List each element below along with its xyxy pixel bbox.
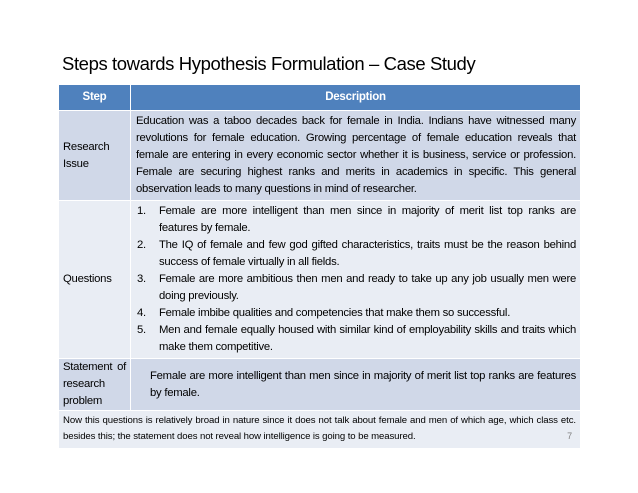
table-row-research-issue xyxy=(59,111,581,201)
list-item-text: Men and female equally housed with similar kind of employability skills and traits which make them competitive. xyxy=(159,324,576,353)
list-item-number: 5. xyxy=(137,324,146,336)
research-issue-description: Education was a taboo decades back for female in India. Indians have witnessed many revolutions for female education. Growing percentage of female education reveals that female are entering in every economic sector whether it is business, service or profession. Female are securing highest ranks and merits in academics in specific. This general observation leads to many questions in mind of researcher. xyxy=(131,111,581,201)
slide-title: Steps towards Hypothesis Formulation – Case Study xyxy=(62,53,476,74)
list-item-text: Female are more ambitious then men and ready to take up any job usually men were doing previously. xyxy=(159,273,576,302)
case-study-table xyxy=(58,84,581,449)
list-item xyxy=(136,305,576,322)
list-item xyxy=(136,322,576,356)
research-issue-step: Research Issue xyxy=(59,111,131,201)
list-item-number: 4. xyxy=(137,307,146,319)
list-item-number: 1. xyxy=(137,205,146,217)
page-number: 7 xyxy=(567,431,572,441)
note-cell xyxy=(59,411,581,449)
list-item-text: Female imbibe qualities and competencies that make them so successful. xyxy=(159,307,511,319)
questions-list xyxy=(136,203,576,356)
list-item-number: 3. xyxy=(137,273,146,285)
list-item xyxy=(136,271,576,305)
header-step: Step xyxy=(59,85,131,111)
statement-step: Statement of research problem xyxy=(59,359,131,411)
list-item xyxy=(136,237,576,271)
table-row-note xyxy=(59,411,581,449)
table-row-questions xyxy=(59,201,581,359)
statement-description: Female are more intelligent than men since in majority of merit list top ranks are features by female. xyxy=(131,359,581,411)
table-header-row xyxy=(59,85,581,111)
questions-description xyxy=(131,201,581,359)
note-text: Now this questions is relatively broad in nature since it does not talk about female and men of which age, which class etc. besides this; the statement does not reveal how intelligence is going to be measured. xyxy=(63,415,576,442)
list-item xyxy=(136,203,576,237)
questions-step: Questions xyxy=(59,201,131,359)
list-item-text: The IQ of female and few god gifted characteristics, traits must be the reason behind success of female virtually in all fields. xyxy=(159,239,576,268)
list-item-text: Female are more intelligent than men since in majority of merit list top ranks are features by female. xyxy=(159,205,576,234)
header-description: Description xyxy=(131,85,581,111)
list-item-number: 2. xyxy=(137,239,146,251)
table-row-statement xyxy=(59,359,581,411)
